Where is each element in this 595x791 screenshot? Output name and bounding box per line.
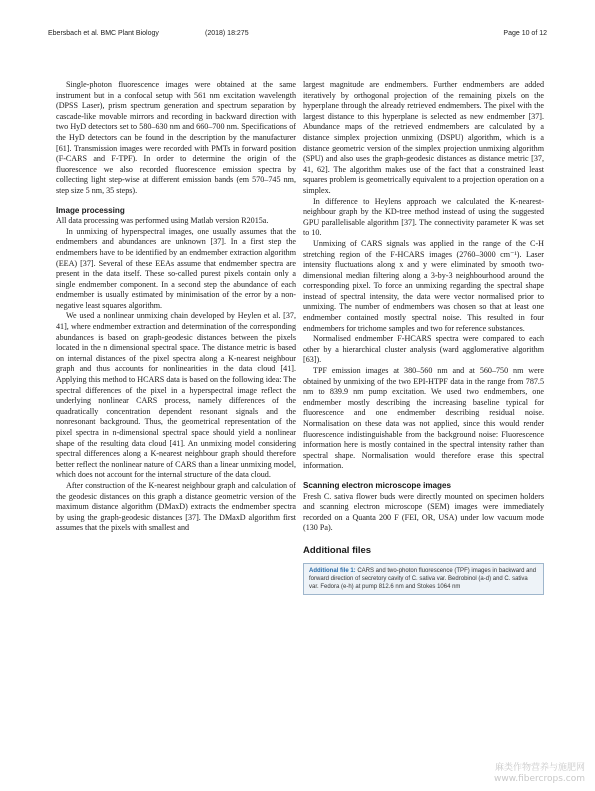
paragraph-sem: Fresh C. sativa flower buds were directly mounted on specimen holders and scanning electron microscope (SEM) images were immediately recorded on a Quanta 200 F (FEI, OR, USA) under low vacuum mode (130 Pa). [303, 491, 544, 533]
header-citation: Ebersbach et al. BMC Plant Biology [48, 30, 159, 37]
header-page-number: Page 10 of 12 [503, 30, 547, 37]
additional-file-link[interactable]: Additional file 1: [309, 567, 356, 574]
paragraph-dmaxd: After construction of the K-nearest neighbour graph and calculation of the geodesic distances on this graph a distance geometric version of the maximum distance algorithm (DMaxD) extracts the endmember spectra by using the graph-geodesic distances [37]. The DMaxD algorithm first assumes that the pixels with smallest and [56, 480, 296, 533]
paragraph-kd-tree: In difference to Heylens approach we calculated the K-nearest-neighbour graph by the KD-tree method instead of using the suggested GPU parallelisable algorithm [37]. The connectivity parameter K was set to 10. [303, 196, 544, 238]
paragraph-cars-unmixing: Unmixing of CARS signals was applied in the range of the C-H stretching region of the F-HCARS images (2760–3000 cm⁻¹). Laser intensity fluctuations along x and y were eliminated by smooth two-dimensional median filtering along a 3-by-3 neighbourhood around the corresponding pixel. To force an unmixing regarding the spectral shape instead of spectral intensity, the data were vector normalised prior to unmixing. The number of endmembers was chosen so that at least one endmember contained mostly spectral noise. This resulted in four endmembers for trichome samples and two for reference substances. [303, 238, 544, 333]
left-column [56, 80, 296, 534]
paragraph-unmixing-intro: In unmixing of hyperspectral images, one usually assumes that the endmembers and abundances are unknown [37]. In a first step the endmembers have to be identified by an endmember extraction algorithm (EEA) [37]. Several of these EEAs assume that endmember spectra are present in the data itself. These so-called purest pixels contain only a single endmember component. In a second step the abundance of each endmember is usually estimated by minimisation of the error by a non-negative least squares algorithm. [56, 226, 296, 310]
watermark [494, 763, 585, 785]
paragraph-endmembers-continued: largest magnitude are endmembers. Further endmembers are added iteratively by orthogonal projection of the remaining pixels on the hyperplane through the already retrieved endmembers. The pixel with the largest distance to this hyperplane is selected as new endmember [37]. Abundance maps of the retrieved endmembers are calculated by a distance simplex projection unmixing (DSPU) algorithm, which is a distance geometric version of the simplex projection unmixing algorithm (SPU) and also uses the graph-geodesic distances as distance metric [37, 41, 62]. The algorithm makes use of the fact that a constrained least squares problem is geometrically equivalent to a projection operation on a simplex. [303, 80, 544, 195]
paragraph-nonlinear-unmixing: We used a nonlinear unmixing chain developed by Heylen et al. [37, 41], where endmember extraction and determination of the corresponding abundances is based on graph-geodesic distances between the pixels located in the n dimensional spectral space. The distance metric is based on internal distances of the pixel spectra along a K-nearest neighbour graph and thus accounts for nonlinearities in the data cloud [41]. Applying this method to HCARS data is based on the following idea: The spectral differences of the pixel in a hyperspectral image reflect the underlying nonlinear CARS process, namely differences of the quadratically concentration dependent resonant signals and the nonresonant background. Thus, the geometrical representation of the pixel spectra in n-dimensional spectral space should yield a nonlinear shape of the resulting data cloud [41]. An unmixing model considering spectral differences along a K-nearest neighbour graph should therefore better reflect the nonlinear nature of CARS than a linear unmixing model, which does not account for the internal structure of the data cloud. [56, 311, 296, 480]
watermark-chinese: 麻类作物营养与施肥网 [494, 763, 585, 773]
paragraph-cluster-analysis: Normalised endmember F-HCARS spectra were compared to each other by a hierarchical cluster analysis (ward agglomerative algorithm [63]). [303, 334, 544, 365]
additional-file-caption: CARS and two-photon fluorescence (TPF) images in backward and forward direction of secretory cavity of C. sativa var. Bedrobinol (a-d) and C. sativa var. Fedora (e-h) at pump 812.6 nm and Stokes 1064 nm [309, 567, 537, 590]
additional-file-box [303, 563, 544, 595]
header-year-volume: (2018) 18:275 [205, 30, 249, 37]
paragraph-tpf-emission: TPF emission images at 380–560 nm and at 560–750 nm were obtained by unmixing of the two EPI-HTPF data in the range from 787.5 nm to 839.9 nm pump excitation. We used two endmembers, one endmember mostly describing the increasing baseline typical for fluorescence and one endmember describing residual noise. Normalisation on these data was not applied, since this would render fluorescence indistinguishable from the background noise: Fluorescence information here is mostly contained in the spectral intensity rather than spectral shape. Normalisation would therefore erase this spectral information. [303, 366, 544, 471]
section-heading-sem: Scanning electron microscope images [303, 480, 451, 490]
section-heading-additional-files: Additional files [303, 544, 372, 556]
right-column [303, 80, 544, 595]
paragraph-fluorescence-images: Single-photon fluorescence images were obtained at the same instrument but in a confocal setup with 561 nm excitation wavelength (DPSS Laser), prism spectrum generation and spectrum separation by cascade-like movable mirrors and recording in backward direction with two HyD detectors set to 580–630 nm and 660–700 nm. Specifications of the HyD detectors can be found in the description by the manufacturer [61]. Transmission images were recorded with PMTs in forward position (F-CARS and F-TPF). In order to determine the origin of the fluorescence we also recorded fluorescence emission spectra by collecting light step-wise at different emission bands (em 570–745 nm, step size 5 nm, 35 steps). [56, 80, 296, 195]
paragraph-matlab: All data processing was performed using Matlab version R2015a. [56, 216, 269, 226]
running-header [48, 30, 547, 42]
section-heading-image-processing: Image processing [56, 205, 125, 215]
watermark-url: www.fibercrops.com [494, 774, 585, 784]
